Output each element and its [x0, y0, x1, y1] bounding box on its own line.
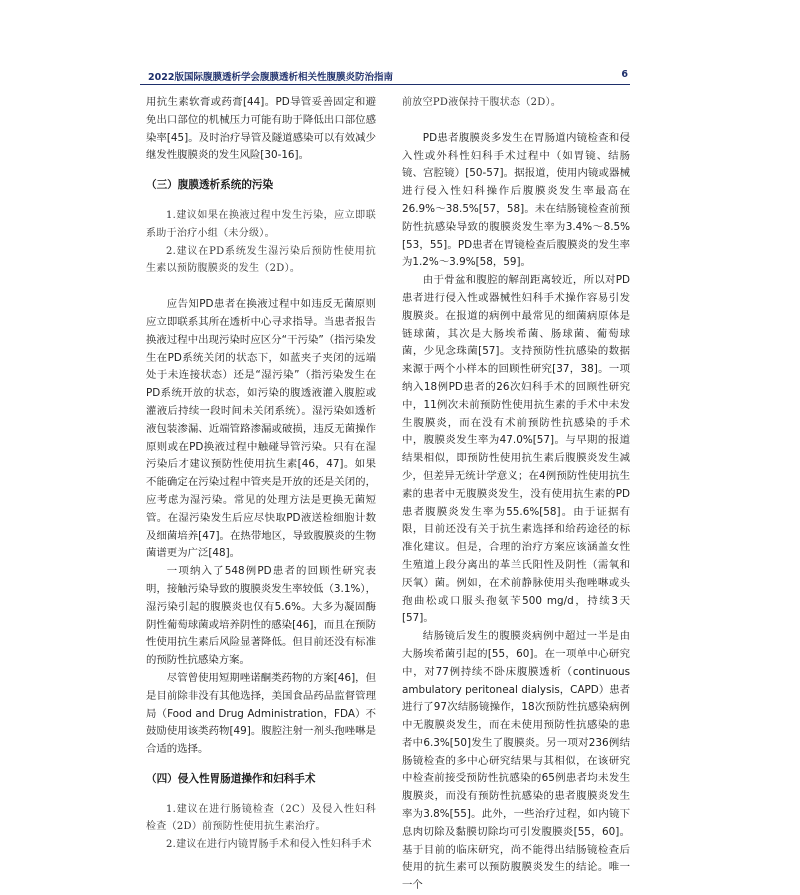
recommendation: 2.建议在进行内镜胃肠手术和侵入性妇科手术 — [166, 839, 372, 851]
right-column — [402, 94, 630, 895]
paragraph: 尽管曾使用短期唑诺酮类药物的方案[46]，但是目前除非没有其他选择，美国食品药品监督管理局（Food and Drug Administration，FDA）不鼓励使用该类药物[49]。腹腔注射一剂头孢唑啉是合适的选择。 — [146, 671, 376, 756]
spacer — [402, 112, 630, 130]
paragraph: 由于骨盆和腹腔的解剖距离较近，所以对PD患者进行侵入性或器械性妇科手术操作容易引发腹膜炎。在报道的病例中最常见的细菌病原体是链球菌，其次是大肠埃希菌、肠球菌、葡萄球菌，少见念珠菌[57]。支持预防性抗感染的数据来源于两个小样本的回顾性研究[37，38]。一项纳入18例PD患者的26次妇科手术的回顾性研究中，11例次未前预防性使用抗生素的手术中未发生腹膜炎，而在没有术前预防性抗感染的手术中，腹膜炎发生率为47.0%[57]。与早期的报道结果相似，即预防性使用抗生素后腹膜炎发生减少，但差异无统计学意义；在4例预防性使用抗生素的患者中无腹膜炎发生，没有使用抗生素的PD患者腹膜炎发生率为55.6%[58]。由于证据有限，目前还没有关于抗生素选择和给药途径的标准化建议。但是，合理的治疗方案应该涵盖女性生殖道上段分离出的革兰氏阳性及阴性（需氧和厌氧）菌。例如，在术前静脉使用头孢唑啉或头孢曲松或口服头孢氨苄500 mg/d，持续3天[57]。 — [402, 274, 630, 625]
section-heading: （三）腹膜透析系统的污染 — [146, 179, 274, 192]
paragraph: 结肠镜后发生的腹膜炎病例中超过一半是由大肠埃希菌引起的[55，60]。在一项单中心研究中，对77例持续不卧床腹膜透析（continuous ambulatory peritoneal dialysis，CAPD）患者进行了97次结肠镜操作，18次预防性抗感染病例中无腹膜炎发生，而在未使用预防性抗感染的患者中6.3%[50]发生了腹膜炎。另一项对236例结肠镜检查的多中心研究结果与其相似，在该研究中检查前接受预防性抗感染的65例患者均未发生腹膜炎，而没有预防性抗感染的患者腹膜炎发生率为3.8%[55]。此外，一些治疗过程，如内镜下息肉切除及黏膜切除均可引发腹膜炎[55，60]。基于目前的临床研究，尚不能得出结肠镜检查后使用的抗生素可以预防腹膜炎发生的结论。唯一一个 — [402, 630, 630, 892]
paragraph: 用抗生素软膏或药膏[44]。PD导管妥善固定和避免出口部位的机械压力可能有助于降低出口部位感染率[45]。及时治疗导管及隧道感染可以有效减少继发性腹膜炎的发生风险[30-16]。 — [146, 96, 376, 162]
recommendation: 1.建议在进行肠镜检查（2C）及侵入性妇科检查（2D）前预防性使用抗生素治疗。 — [146, 803, 376, 833]
recommendation: 2.建议在PD系统发生湿污染后预防性使用抗生素以预防腹膜炎的发生（2D）。 — [146, 245, 376, 275]
recommendation: 1.建议如果在换液过程中发生污染，应立即联系助于治疗小组（未分级）。 — [146, 209, 376, 239]
paragraph: PD患者腹膜炎多发生在胃肠道内镜检查和侵入性或外科性妇科手术过程中（如胃镜、结肠镜、宫腔镜）[50-57]。据报道，使用内镜或器械进行侵入性妇科操作后腹膜炎发生率最高在26.9%～38.5%[57，58]。未在结肠镜检查前预防性抗感染导致的腹膜炎发生率为3.4%～8.5%[53，55]。PD患者在胃镜检查后腹膜炎的发生率为1.2%～3.9%[58，59]。 — [402, 131, 630, 269]
recommendation-continued: 前放空PD液保持干腹状态（2D）。 — [402, 97, 562, 108]
spacer — [146, 278, 376, 296]
paragraph: 一项纳入了548例PD患者的回顾性研究表明，接触污染导致的腹膜炎发生率较低（3.1%），湿污染引起的腹膜炎也仅有5.6%。大多为凝固酶阴性葡萄球菌或培养阴性的感染[46]，而且在预防性使用抗生素后风险显著降低。但目前还没有标准的预防性抗感染方案。 — [146, 565, 376, 667]
page-number: 6 — [621, 69, 628, 80]
section-heading: （四）侵入性胃肠道操作和妇科手术 — [146, 772, 316, 785]
left-column — [146, 94, 376, 854]
paragraph: 应告知PD患者在换液过程中如违反无菌原则应立即联系其所在透析中心寻求指导。当患者报告换液过程中出现污染时应区分“干污染”（指污染发生在PD系统关闭的状态下，如蓝夹子夹闭的远端处于未连接状态）还是“湿污染”（指污染发生在PD系统开放的状态，如污染的腹透液灌入腹腔或灌液后持续一段时间未关闭系统）。湿污染如透析液包装渗漏、近端管路渗漏或破损，违反无菌操作原则或在PD换液过程中触碰导管污染。只有在湿污染后才建议预防性使用抗生素[46，47]。如果不能确定在污染过程中管夹是开放的还是关闭的，应考虑为湿污染。常见的处理方法是更换无菌短管。在湿污染发生后应尽快取PD液送检细胞计数及细菌培养[47]。在热带地区，导致腹膜炎的生物菌谱更为广泛[48]。 — [146, 298, 376, 560]
page-header — [140, 64, 630, 85]
running-title: 2022版国际腹膜透析学会腹膜透析相关性腹膜炎防治指南 — [148, 72, 393, 83]
